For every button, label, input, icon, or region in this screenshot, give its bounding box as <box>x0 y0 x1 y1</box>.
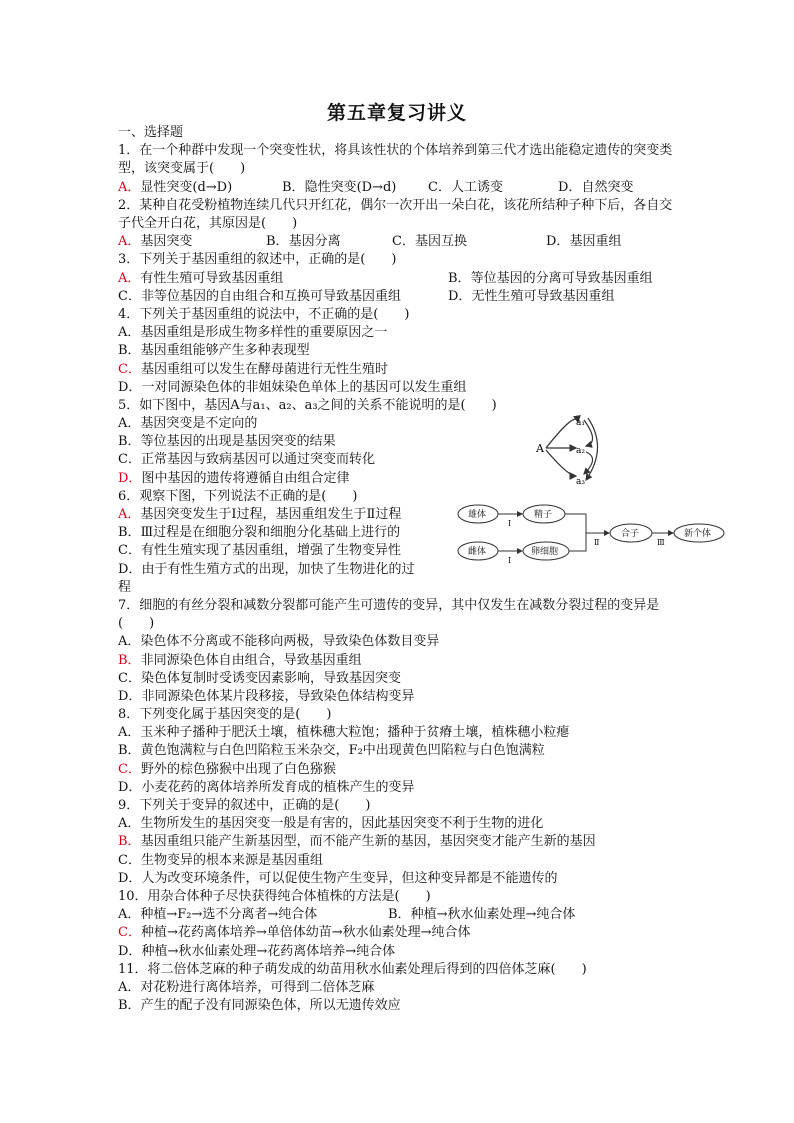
option-text: 人工诱变 <box>450 179 503 195</box>
option-c <box>118 924 678 942</box>
option-letter: B． <box>118 743 141 759</box>
label-new-individual: 新个体 <box>684 529 712 539</box>
option-letter: C． <box>392 234 415 250</box>
option-a <box>118 233 266 251</box>
option-letter: C． <box>118 543 141 559</box>
label-female: 雌体 <box>468 547 487 557</box>
option-c <box>118 670 678 688</box>
gene-label-A: A <box>536 442 544 455</box>
option-text: 小麦花药的离体培养所发育成的植株产生的变异 <box>141 779 415 795</box>
option-b <box>118 997 678 1015</box>
option-b <box>448 270 653 288</box>
option-letter: B． <box>448 270 471 286</box>
question-1-stem: 1．在一个种群中发现一个突变性状，将具该性状的个体培养到第三代才选出能稳定遗传的突变类型，该突变属于( ) <box>118 143 673 177</box>
page-title: 第五章复习讲义 <box>326 102 467 124</box>
option-text: 基因互换 <box>414 234 467 250</box>
option-c <box>118 361 678 379</box>
option-text: 人为改变环境条件，可以促使生物产生变异，但这种变异都是不能遗传的 <box>141 870 558 886</box>
option-text: 无性生殖可导致基因重组 <box>471 288 615 304</box>
option-a <box>118 270 448 288</box>
option-letter: C． <box>118 452 141 468</box>
option-letter: A． <box>118 270 141 286</box>
question-7-stem: 7．细胞的有丝分裂和减数分裂都可能产生可遗传的变异，其中仅发生在减数分裂过程的变异是( ) <box>118 597 660 632</box>
label-egg: 卵细胞 <box>531 547 559 557</box>
gene-label-a1: a₁ <box>576 418 585 428</box>
option-letter: D． <box>118 870 142 886</box>
option-letter: B． <box>388 907 411 923</box>
option-text: 等位基因的分离可导致基因重组 <box>470 270 653 286</box>
option-text: Ⅲ过程是在细胞分裂和细胞分化基础上进行的 <box>140 525 401 541</box>
option-d <box>118 688 678 706</box>
option-a <box>118 633 678 651</box>
gene-label-a3: a₃ <box>576 477 585 487</box>
option-text: 基因重组 <box>569 234 622 250</box>
option-text: 有性生殖可导致基因重组 <box>140 270 284 286</box>
question-10-options-ab <box>118 906 678 924</box>
label-male: 雄体 <box>468 510 487 520</box>
gene-mutation-figure <box>536 412 608 487</box>
option-text: 基因突变 <box>140 234 193 250</box>
arrow-a-to-a1 <box>546 419 578 448</box>
option-text: 染色体复制时受诱变因素影响，导致基因突变 <box>140 670 401 686</box>
question-4-stem: 4．下列关于基因重组的说法中，不正确的是( ) <box>118 306 410 322</box>
option-d-continued: 程 <box>118 579 132 595</box>
arrow-a-to-a3 <box>546 450 576 476</box>
option-letter: D． <box>448 288 472 304</box>
gene-label-a2: a₂ <box>576 446 585 456</box>
option-letter: A． <box>118 234 141 250</box>
option-letter: B． <box>118 434 141 450</box>
option-b <box>118 742 678 760</box>
question-8-stem: 8．下列变化属于基因突变的是( ) <box>118 707 332 723</box>
option-text: 生物所发生的基因突变一般是有害的，因此基因突变不利于生物的进化 <box>140 816 544 832</box>
option-letter: D． <box>118 688 142 704</box>
label-sperm: 精子 <box>534 510 553 520</box>
option-letter: A． <box>118 816 141 832</box>
option-text: 由于有性生殖方式的出现，加快了生物进化的过 <box>141 561 415 577</box>
option-letter: D． <box>558 179 582 195</box>
option-text: 对花粉进行离体培养，可得到二倍体芝麻 <box>140 979 375 995</box>
option-c <box>118 288 448 306</box>
option-a <box>118 324 678 342</box>
option-text: 基因重组可以发生在酵母菌进行无性生殖时 <box>140 361 388 377</box>
option-text: 野外的棕色猕猴中出现了白色猕猴 <box>140 761 336 777</box>
question-11-stem: 11．将二倍体芝麻的种子萌发成的幼苗用秋水仙素处理后得到的四倍体芝麻( ) <box>118 961 587 977</box>
option-letter: D． <box>118 561 142 577</box>
question-3-stem: 3．下列关于基因重组的叙述中，正确的是( ) <box>118 252 397 268</box>
option-b <box>266 233 392 251</box>
option-text: 基因重组能够产生多种表现型 <box>140 343 310 359</box>
option-text: 有性生殖实现了基因重组，增强了生物变异性 <box>140 543 401 559</box>
option-text: 黄色饱满粒与白色凹陷粒玉米杂交，F₂中出现黄色凹陷粒与白色饱满粒 <box>140 743 545 759</box>
option-letter: A． <box>118 416 141 432</box>
option-d <box>118 943 678 961</box>
option-letter: A． <box>118 907 141 923</box>
option-text: 生物变异的根本来源是基因重组 <box>140 852 323 868</box>
option-c <box>428 179 558 197</box>
option-text: 染色体不分离或不能移向两极，导致染色体数目变异 <box>140 634 440 650</box>
option-b <box>118 652 678 670</box>
option-a <box>118 906 388 924</box>
question-10-stem: 10．用杂合体种子尽快获得纯合体植株的方法是( ) <box>118 888 431 904</box>
option-letter: C． <box>118 361 141 377</box>
option-text: 等位基因的出现是基因突变的结果 <box>140 434 336 450</box>
option-letter: B． <box>118 998 141 1014</box>
option-letter: A． <box>118 507 141 522</box>
option-letter: B． <box>118 834 141 850</box>
option-text: 产生的配子没有同源染色体，所以无遗传效应 <box>140 998 401 1014</box>
reproduction-flow-figure <box>456 500 726 570</box>
option-letter: A． <box>118 179 141 195</box>
option-letter: C． <box>428 179 451 195</box>
question-5-stem: 5．如下图中，基因A与a₁、a₂、a₃之间的关系不能说明的是( ) <box>118 397 497 413</box>
option-text: 自然突变 <box>581 179 634 195</box>
option-letter: A． <box>118 634 141 650</box>
option-text: 基因重组只能产生新基因型，而不能产生新的基因，基因突变才能产生新的基因 <box>140 834 596 850</box>
option-letter: D． <box>118 470 142 486</box>
option-letter: B． <box>282 179 305 195</box>
option-text: 种植→秋水仙素处理→纯合体 <box>410 907 576 923</box>
option-c <box>118 761 678 779</box>
option-text: 玉米种子播种于肥沃土壤，植株穗大粒饱；播种于贫瘠土壤，植株穗小粒瘪 <box>140 725 570 741</box>
question-9-stem: 9．下列关于变异的叙述中，正确的是( ) <box>118 798 371 814</box>
option-text: 非等位基因的自由组合和互换可导致基因重组 <box>140 288 401 304</box>
option-letter: D． <box>118 943 142 959</box>
option-text: 非同源染色体自由组合，导致基因重组 <box>140 652 362 668</box>
option-letter: A． <box>118 979 141 995</box>
option-letter: D． <box>118 779 142 795</box>
option-text: 基因突变发生于Ⅰ过程，基因重组发生于Ⅱ过程 <box>140 507 402 522</box>
question-1-options <box>118 179 678 197</box>
option-letter: C． <box>118 761 141 777</box>
option-text: 种植→花药离体培养→单倍体幼苗→秋水仙素处理→纯合体 <box>140 925 471 941</box>
option-text: 基因重组是形成生物多样性的重要原因之一 <box>140 325 388 341</box>
option-d <box>118 870 678 888</box>
option-d <box>558 179 633 197</box>
option-b <box>118 342 678 360</box>
process-3-label: Ⅲ <box>657 538 665 547</box>
option-text: 非同源染色体某片段移接，导致染色体结构变异 <box>141 688 415 704</box>
option-letter: B． <box>118 343 141 359</box>
option-text: 隐性突变(D→d) <box>304 179 397 195</box>
option-text: 种植→F₂→选不分离者→纯合体 <box>140 907 318 923</box>
option-text: 图中基因的遗传将遵循自由组合定律 <box>141 470 350 486</box>
question-2-options <box>118 233 678 251</box>
option-b <box>388 906 575 924</box>
option-text: 一对同源染色体的非姐妹染色单体上的基因可以发生重组 <box>141 379 467 395</box>
option-letter: B． <box>266 234 289 250</box>
option-d <box>546 233 621 251</box>
option-letter: B． <box>118 652 141 668</box>
question-2-stem: 2．某种自花受粉植物连续几代只开红花，偶尔一次开出一朵白花，该花所结种子种下后，各自交子代全开白花，其原因是( ) <box>118 197 673 231</box>
option-a <box>118 815 678 833</box>
option-letter: C． <box>118 288 141 304</box>
option-letter: C． <box>118 670 141 686</box>
option-text: 基因突变是不定向的 <box>140 416 258 432</box>
label-zygote: 合子 <box>621 529 640 539</box>
question-3-options-cd <box>118 288 678 306</box>
process-1-label-bottom: Ⅰ <box>508 556 512 565</box>
arrow-sperm-to-zygote <box>565 514 609 533</box>
option-letter: D． <box>546 234 570 250</box>
question-6-stem: 6．观察下图，下列说法不正确的是( ) <box>118 488 358 504</box>
option-c <box>118 852 678 870</box>
option-letter: C． <box>118 925 141 941</box>
option-d <box>448 288 614 306</box>
option-letter: B． <box>118 525 141 541</box>
option-a <box>118 979 678 997</box>
option-b <box>282 179 428 197</box>
option-d <box>118 779 678 797</box>
option-a <box>118 724 678 742</box>
option-letter: A． <box>118 725 141 741</box>
process-2-label: Ⅱ <box>594 538 600 547</box>
process-1-label-top: Ⅰ <box>508 519 512 528</box>
option-text: 显性突变(d→D) <box>140 179 233 195</box>
option-letter: A． <box>118 325 141 341</box>
arrow-egg-to-zygote <box>569 533 586 551</box>
option-text: 种植→秋水仙素处理→花药离体培养→纯合体 <box>141 943 396 959</box>
option-text: 正常基因与致病基因可以通过突变而转化 <box>140 452 375 468</box>
option-c <box>392 233 546 251</box>
option-text: 基因分离 <box>288 234 341 250</box>
option-a <box>118 179 282 197</box>
option-d <box>118 379 678 397</box>
question-3-options-ab <box>118 270 678 288</box>
option-letter: C． <box>118 852 141 868</box>
section-heading: 一、选择题 <box>118 125 184 140</box>
option-b <box>118 833 678 851</box>
option-letter: D． <box>118 379 142 395</box>
